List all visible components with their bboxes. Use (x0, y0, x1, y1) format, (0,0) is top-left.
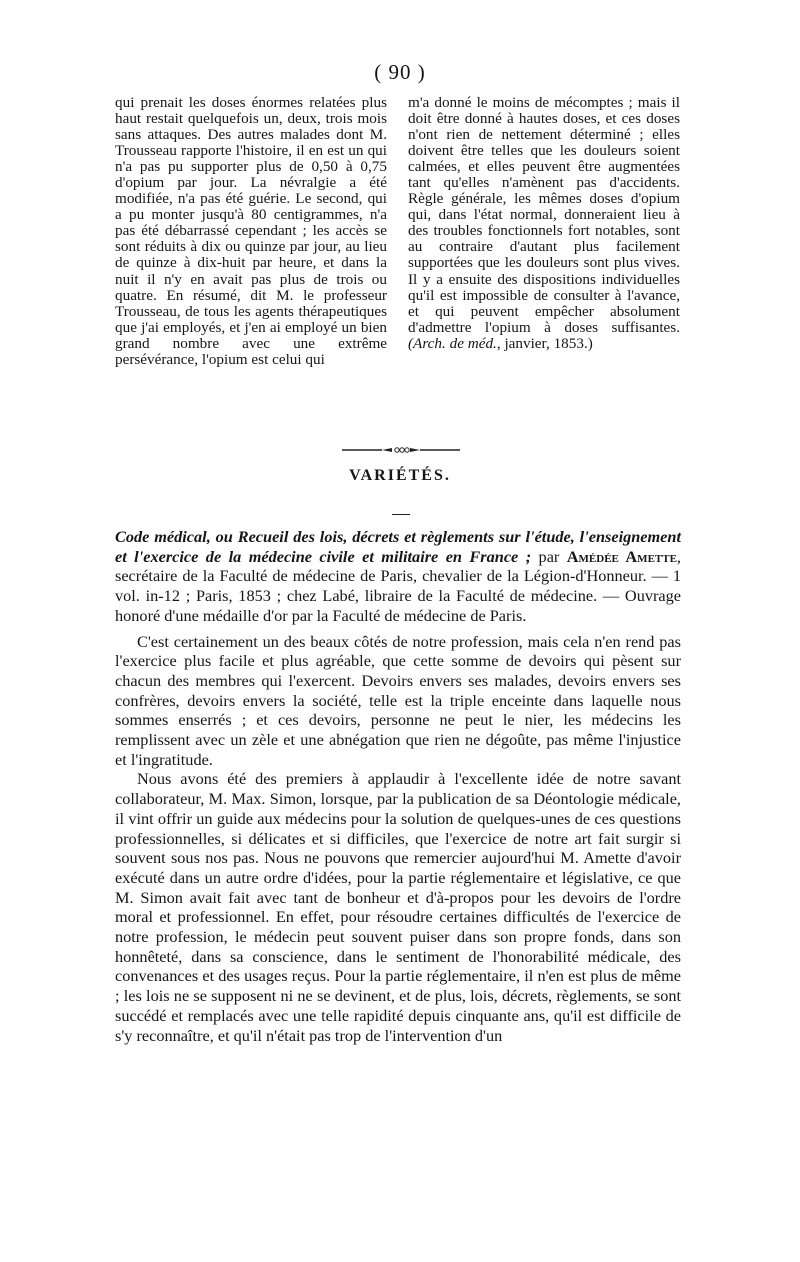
citation-source: (Arch. de méd. (408, 334, 497, 352)
citation-date: , janvier, 1853.) (496, 334, 593, 352)
paragraph: Nous avons été des premiers à applaudir à l'excellente idée de notre savant collaborateur, M. Max. Simon, lorsque, par la publication de sa Déontologie médicale, il vint offrir un guide aux médecins pour la solution de quelques-unes de ces questions professionnelles, si délicates et si difficiles, que l'exercice de notre art fait surgir si souvent sous nos pas. Nous ne pouvons que remercier aujourd'hui M. Amette d'avoir exécuté dans un autre ordre d'idées, pour la partie réglementaire et législative, ce que M. Simon avait fait avec tant de bonheur et d'à-propos pour les devoirs de l'ordre moral et professionnel. En effet, pour résoudre certaines difficultés de l'exercice de notre profession, le médecin peut souvent puiser dans son propre fonds, dans son honnêteté, dans sa conscience, dans le sentiment de l'honorabilité médicale, des convenances et des usages reçus. Pour la partie réglementaire, il n'en est plus de même ; les lois ne se supposent ni ne se devinent, et de plus, lois, décrets, règlements, se sont succédé et remplacés avec une telle rapidité depuis cinquante ans, qu'il est difficile de s'y reconnaître, et qu'il n'était pas trop de l'intervention d'un (115, 769, 681, 1045)
main-text (115, 527, 681, 1045)
left-column (115, 95, 387, 368)
ornamental-rule (342, 445, 460, 455)
page-number: ( 90 ) (374, 60, 426, 84)
paragraph: C'est certainement un des beaux côtés de notre profession, mais cela n'en rend pas l'exercice plus facile et plus agréable, que cette somme de devoirs qui pèsent sur chacun des membres qui l'exercent. Devoirs envers ses malades, devoirs envers ses confrères, devoirs envers la société, telle est la triple enceinte dans laquelle nous sommes enserrés ; et ces devoirs, personne ne peut le nier, les médecins les remplissent avec un zèle et une abnégation que rien ne dégoûte, pas même l'injustice et l'ingratitude. (115, 631, 681, 769)
left-column-text: qui prenait les doses énormes relatées plus haut restait quelquefois un, deux, trois mois sans attaques. Des autres malades dont M. Trousseau rapporte l'histoire, il en est un qui n'a pas pu supporter plus de 0,50 à 0,75 d'opium par jour. La névralgie a été modifiée, n'a pas été guérie. Le second, qui a pu monter jusqu'à 80 centigrammes, n'a pas été débarrassé cependant ; les accès se sont réduits à dix ou quinze par jour, au lieu de quinze à dix-huit par heure, et dans la nuit il n'y en avait pas plus de trois ou quatre. En résumé, dit M. le professeur Trousseau, de tous les agents thérapeutiques que j'ai employés, et j'en ai employé un bien grand nombre avec une extrême persévérance, l'opium est celui qui (115, 94, 387, 368)
entry-title: Code médical, ou Recueil des lois, décrets et règlements sur l'étude, l'enseignement et l'exercice de la médecine civile et militaire en France ; (115, 527, 681, 566)
right-column-body: m'a donné le moins de mécomptes ; mais il doit être donné à hautes doses, et ces doses n'ont rien de nettement déterminé ; elles doivent être telles que les douleurs soient calmées, et elles peuvent être augmentées tant qu'elles n'amènent pas d'accidents. Règle générale, les mêmes doses d'opium qui, dans l'état normal, donneraient lieu à des troubles fonctionnels fort notables, sont au contraire d'autant plus facilement supportées que les douleurs sont plus vives. Il y a ensuite des dispositions individuelles qu'il est impossible de consulter à l'avance, et qui peuvent empêcher absolument d'admettre l'opium à doses suffisantes. (408, 94, 680, 336)
bibliography-entry (115, 527, 681, 626)
right-column (408, 95, 680, 368)
short-divider (392, 514, 410, 515)
entry-author: Amédée Amette (566, 546, 677, 566)
entry-by: par (531, 546, 567, 566)
right-column-text (408, 95, 680, 352)
entry-details: , secrétaire de la Faculté de médecine de Paris, chevalier de la Légion-d'Honneur. — 1 vol. in-12 ; Paris, 1853 ; chez Labé, libraire de la Faculté de médecine. — Ouvrage honoré d'une médaille d'or par la Faculté de médecine de Paris. (115, 546, 681, 625)
two-column-block (115, 95, 680, 368)
section-title: VARIÉTÉS. (349, 467, 451, 484)
